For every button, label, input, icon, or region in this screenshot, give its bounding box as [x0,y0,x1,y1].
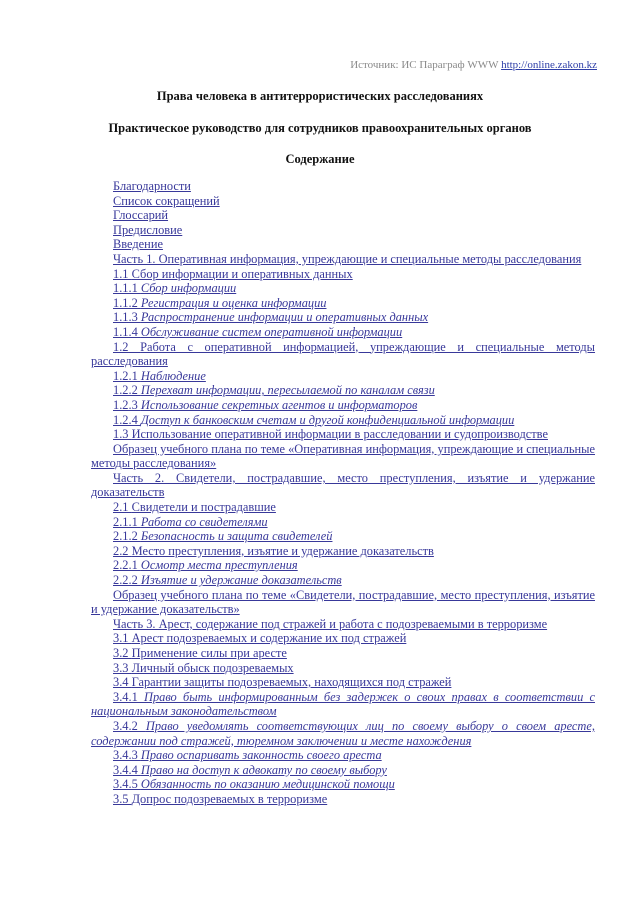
toc-link[interactable] [91,296,595,311]
toc-text: Право уведомлять соответствующих лиц по своему выбору о своем аресте, содержании под стражей, тюремном заключении и месте нахождения [91,718,595,748]
toc-link[interactable] [91,646,595,661]
toc-link[interactable] [91,792,595,807]
toc-link[interactable] [91,179,595,194]
toc-link[interactable] [91,529,595,544]
toc-link[interactable] [91,223,595,238]
toc-text: Использование оперативной информации в расследовании и судопроизводстве [131,427,548,442]
toc-number: 3.4 [113,675,132,690]
toc-text: Право быть информированным без задержек о своих правах в соответствии с национальным законодательством [91,689,595,719]
toc-number: 1.2.3 [113,397,141,412]
toc-number: 1.1.1 [113,281,141,296]
toc-link[interactable] [91,558,595,573]
toc-number: 2.2.2 [113,573,141,588]
toc-text: Право оспаривать законность своего ареста [140,748,382,763]
toc-number: 1.2.1 [113,368,141,383]
toc-link[interactable] [91,544,595,559]
toc-text: Допрос подозреваемых в терроризме [131,791,328,806]
toc-text: Доступ к банковским счетам и другой конфиденциальной информации [140,412,515,427]
document-subtitle: Практическое руководство для сотрудников правоохранительных органов [108,121,532,135]
toc-text: Наблюдение [140,368,206,383]
table-of-contents [91,179,595,807]
toc-link[interactable] [91,631,595,646]
toc-text: Осмотр места преступления [140,558,298,573]
toc-link[interactable] [91,413,595,428]
toc-text: Гарантии защиты подозреваемых, находящихся под стражей [131,675,452,690]
toc-number: 2.1.2 [113,529,141,544]
toc-number: 3.3 [113,660,132,675]
toc-text: Сбор информации [140,281,237,296]
toc-text: Личный обыск подозреваемых [131,660,294,675]
toc-text: Список сокращений [113,193,220,208]
toc-link[interactable] [91,310,595,325]
toc-number: 2.1.1 [113,514,141,529]
toc-link[interactable] [91,515,595,530]
source-label: Источник: ИС Параграф WWW [350,59,502,71]
toc-number: 3.4.2 [113,718,146,733]
toc-link[interactable] [91,267,595,282]
document-title: Права человека в антитеррористических расследованиях [156,89,484,103]
toc-text: Работа со свидетелями [140,514,268,529]
toc-number: 1.1.4 [113,324,141,339]
toc-number: 3.1 [113,631,132,646]
toc-number: 1.2.4 [113,412,141,427]
toc-number: 1.1 [113,266,132,281]
toc-link[interactable] [91,383,595,398]
toc-link[interactable] [91,748,595,763]
toc-number: 2.2 [113,543,132,558]
toc-text: Глоссарий [113,208,169,223]
toc-text: Использование секретных агентов и информаторов [140,397,418,412]
toc-link[interactable] [91,617,595,632]
contents-heading: Содержание [285,152,355,166]
toc-link[interactable] [91,398,595,413]
toc-link[interactable] [91,369,595,384]
toc-number: 1.2 [113,339,141,354]
toc-link[interactable] [91,427,595,442]
toc-text: Распространение информации и оперативных данных [140,310,429,325]
toc-link[interactable] [91,690,595,719]
toc-link[interactable] [91,208,595,223]
source-line [350,59,597,71]
toc-number: 3.4.5 [113,777,141,792]
toc-number: 3.2 [113,646,132,660]
toc-link[interactable] [91,194,595,209]
toc-link[interactable] [91,500,595,515]
toc-link[interactable] [91,661,595,676]
toc-number: 3.4.3 [113,748,141,763]
toc-text: Предисловие [113,222,183,237]
toc-link[interactable] [91,252,595,267]
toc-text: Образец учебного плана по теме «Оперативная информация, упреждающие и специальные методы расследования» [91,441,595,471]
toc-link[interactable] [91,237,595,252]
toc-text: Регистрация и оценка информации [140,295,327,310]
toc-text: Сбор информации и оперативных данных [131,266,353,281]
toc-number: 2.1 [113,500,132,515]
source-link[interactable]: http://online.zakon.kz [501,59,597,71]
toc-number: 3.5 [113,791,132,806]
toc-number: 1.3 [113,427,132,442]
toc-link[interactable] [91,340,595,369]
toc-number: 1.1.2 [113,295,141,310]
toc-text: Введение [113,237,163,252]
toc-number: 1.2.2 [113,383,141,398]
toc-number: 3.4.1 [113,689,144,704]
toc-text: Применение силы при аресте [131,646,287,660]
toc-link[interactable] [91,763,595,778]
toc-link[interactable] [91,325,595,340]
toc-number: 3.4.4 [113,762,141,777]
toc-link[interactable] [91,777,595,792]
toc-text: Изъятие и удержание доказательств [140,573,342,588]
toc-text: Перехват информации, пересылаемой по каналам связи [140,383,435,398]
toc-link[interactable] [91,281,595,296]
toc-text: Место преступления, изъятие и удержание доказательств [131,543,434,558]
toc-link[interactable] [91,588,595,617]
toc-link[interactable] [91,471,595,500]
toc-text: Обязанность по оказанию медицинской помощи [140,777,395,792]
toc-link[interactable] [91,719,595,748]
toc-text: Свидетели и пострадавшие [131,500,276,515]
toc-link[interactable] [91,442,595,471]
toc-number: 1.1.3 [113,310,141,325]
toc-text: Работа с оперативной информацией, упреждающие и специальные методы расследования [91,339,596,369]
toc-text: Обслуживание систем оперативной информации [140,324,403,339]
toc-link[interactable] [91,573,595,588]
toc-text: Часть 1. Оперативная информация, упреждающие и специальные методы расследования [113,251,582,266]
toc-text: Арест подозреваемых и содержание их под стражей [131,631,407,646]
toc-text: Безопасность и защита свидетелей [140,529,333,544]
toc-text: Часть 3. Арест, содержание под стражей и работа с подозреваемыми в терроризме [113,616,548,631]
toc-number: 2.2.1 [113,558,141,573]
toc-text: Часть 2. Свидетели, пострадавшие, место преступления, изъятие и удержание доказательств [91,470,595,500]
toc-link[interactable] [91,675,595,690]
toc-text: Образец учебного плана по теме «Свидетели, пострадавшие, место преступления, изъятие и удержание доказательств» [91,587,595,617]
toc-text: Благодарности [113,179,191,193]
toc-text: Право на доступ к адвокату по своему выбору [140,762,387,777]
